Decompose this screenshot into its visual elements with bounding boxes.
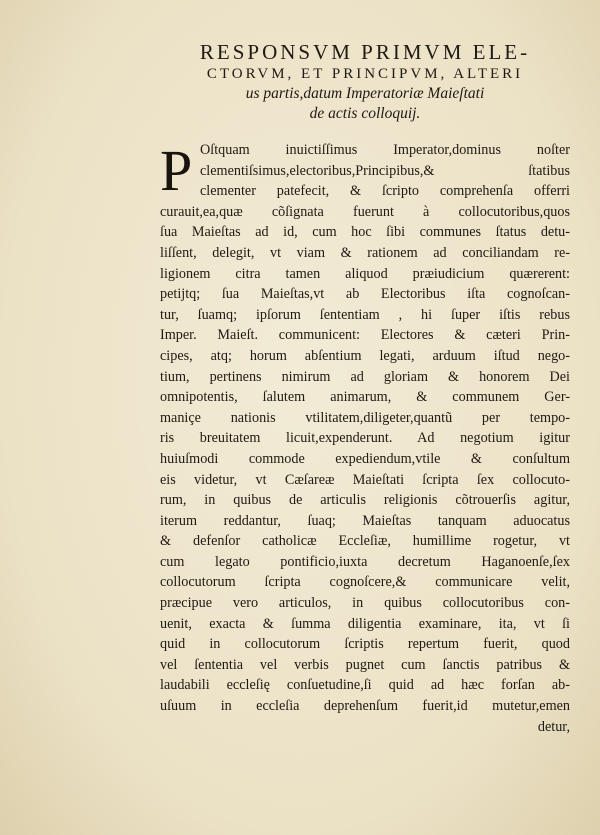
text-line: & defenſor catholicæ Eccleſiæ, humillime rogetur, vt bbox=[160, 533, 570, 550]
text-line: Imper. Maieſt. communicent: Electores & cæteri Prin- bbox=[160, 327, 570, 344]
text-line: maniçe nationis vtilitatem,diligeter,quantũ per tempo- bbox=[160, 409, 570, 426]
text-line: liſſent, delegit, vt viam & rationem ad conciliandam re- bbox=[160, 244, 570, 261]
text-line: clementiſsimus,electoribus,Principibus,& ſtatibus bbox=[200, 162, 570, 179]
text-line: ris breuitatem licuit,expenderunt. Ad negotium igitur bbox=[160, 430, 570, 447]
heading-line-2: CTORVM, ET PRINCIPVM, ALTERI bbox=[206, 66, 524, 82]
heading-line-3: us partis,datum Imperatoriæ Maieſtati bbox=[245, 85, 485, 102]
heading-line-1: RESPONSVM PRIMVM ELE- bbox=[199, 40, 531, 64]
text-line: curauit,ea,quæ cõſignata fuerunt à collocutoribus,quos bbox=[160, 203, 570, 220]
text-line: omnipotentis, ſalutem animarum, & communem Ger- bbox=[160, 389, 570, 406]
document-heading bbox=[160, 40, 570, 124]
text-line: laudabili eccleſię conſuetudine,ſi quid ad hæc forſan ab- bbox=[160, 677, 570, 694]
text-line: eis videtur, vt Cæſareæ Maieſtati ſcripta ſex collocuto- bbox=[160, 471, 570, 488]
text-line: uenit, exacta & ſumma diligentia examinare, ita, vt ſi bbox=[160, 615, 570, 632]
text-line: petijtq; ſua Maieſtas,vt ab Electoribus iſta cognoſcan- bbox=[160, 286, 570, 303]
text-line: quid in collocutorum ſcriptis repertum fuerit, quod bbox=[160, 636, 570, 653]
text-line: uſuum in eccleſia deprehenſum fuerit,id mutetur,emen bbox=[160, 698, 570, 715]
text-lines bbox=[160, 140, 570, 737]
text-line: collocutorum ſcripta cognoſcere,& communicare velit, bbox=[160, 574, 570, 591]
text-line: iterum reddantur, ſuaq; Maieſtas tanquam aduocatus bbox=[160, 512, 570, 529]
text-line: tium, pertinens nimirum ad gloriam & honorem Dei bbox=[160, 368, 570, 385]
text-line: rum, in quibus de articulis religionis cõtrouerſis agitur, bbox=[160, 492, 570, 509]
text-line: vel ſententia vel verbis pugnet cum ſanctis patribus & bbox=[160, 656, 570, 673]
drop-cap: P bbox=[160, 138, 193, 203]
text-line: tur, ſuamq; ipſorum ſententiam , hi ſuper iſtis rebus bbox=[160, 306, 570, 323]
text-line: ſua Maieſtas ad id, cum hoc ſibi communes ſtatus detu- bbox=[160, 224, 570, 241]
heading-line-4: de actis colloquij. bbox=[309, 105, 421, 122]
text-line: detur, bbox=[537, 718, 570, 735]
text-line: præcipue vero articulos, in quibus collocutoribus con- bbox=[160, 595, 570, 612]
body-text bbox=[160, 140, 570, 737]
text-line: clementer patefecit, & ſcripto comprehenſa offerri bbox=[200, 183, 570, 200]
text-line: cum legato pontificio,iuxta decretum Haganoenſe,ſex bbox=[160, 553, 570, 570]
text-line: ligionem citra tamen aliquod præiudicium quærerent: bbox=[160, 265, 570, 282]
text-line: Oſtquam inuictiſſimus Imperator,dominus noſter bbox=[200, 142, 570, 158]
text-line: huiuſmodi commode expediendum,vtile & conſultum bbox=[160, 450, 570, 467]
text-line: cipes, atq; horum abſentium legati, arduum iſtud nego- bbox=[160, 347, 570, 364]
